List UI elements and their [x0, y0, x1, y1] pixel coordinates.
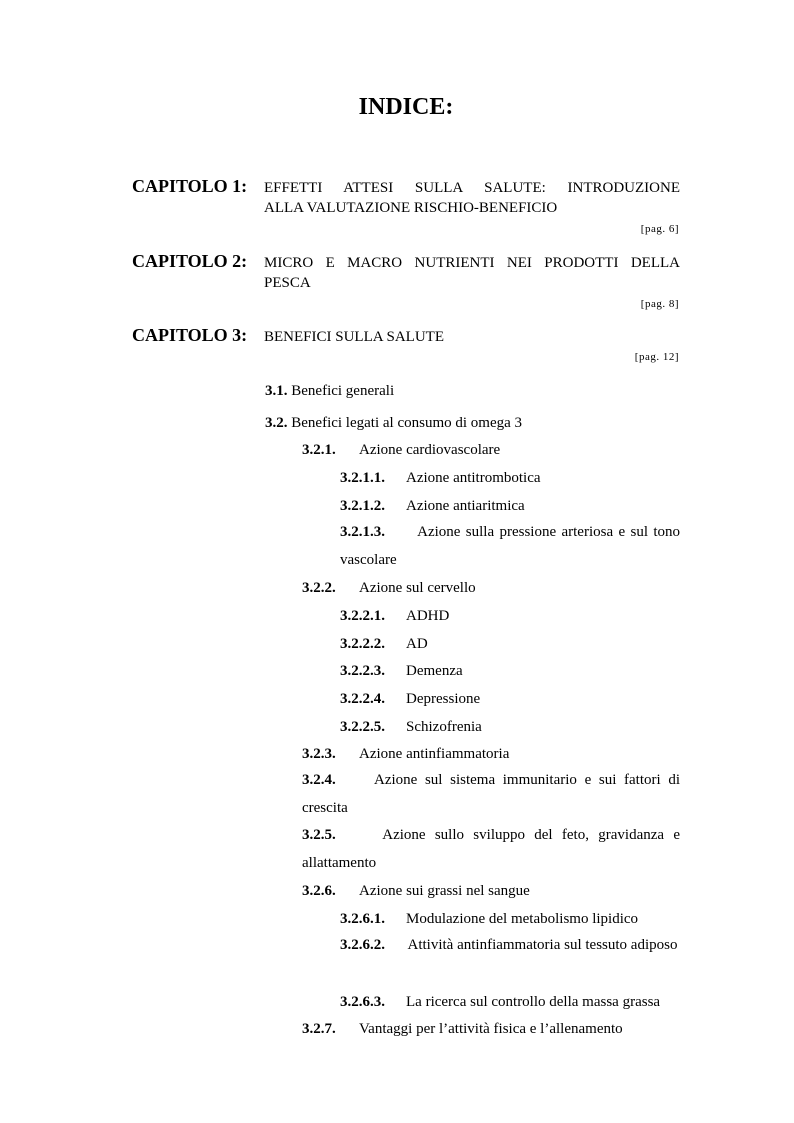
- toc-text: Demenza: [406, 663, 463, 679]
- toc-entry-3-2-2-5[interactable]: [340, 717, 482, 737]
- toc-text: Azione sul sistema immunitario e sui fattori di crescita: [302, 772, 680, 816]
- chapter-2-title-line2: PESCA: [264, 275, 311, 291]
- toc-number: 3.2.2.3.: [340, 663, 385, 679]
- toc-number: 3.2.6.1.: [340, 911, 385, 927]
- toc-number: 3.2.3.: [302, 746, 336, 762]
- toc-text: ADHD: [406, 608, 450, 624]
- toc-number: 3.2.1.2.: [340, 498, 385, 514]
- chapter-1-label: CAPITOLO 1:: [132, 176, 248, 196]
- toc-entry-3-2-5[interactable]: [302, 821, 680, 877]
- toc-text: Benefici generali: [291, 383, 395, 399]
- toc-text: La ricerca sul controllo della massa grassa: [406, 994, 661, 1010]
- toc-number: 3.2.6.3.: [340, 994, 385, 1010]
- toc-text: Azione cardiovascolare: [359, 442, 501, 458]
- toc-number: 3.2.1.1.: [340, 470, 385, 486]
- toc-entry-3-2-1[interactable]: [302, 440, 500, 460]
- toc-entry-3-2-2-3[interactable]: [340, 661, 463, 681]
- toc-text: Attività antinfiammatoria sul tessuto adiposo: [407, 937, 678, 953]
- toc-text: Azione antitrombotica: [406, 470, 541, 486]
- toc-text: Azione antiaritmica: [406, 498, 525, 514]
- toc-number: 3.2.5.: [302, 827, 336, 843]
- toc-entry-3-2-1-2[interactable]: [340, 496, 525, 516]
- chapter-1-title-line1: EFFETTI ATTESI SULLA SALUTE: INTRODUZIONE: [264, 180, 680, 196]
- toc-entry-3-2-6-3[interactable]: [340, 992, 660, 1012]
- toc-text: Benefici legati al consumo di omega 3: [291, 415, 523, 431]
- toc-entry-3-2-2-1[interactable]: [340, 606, 449, 626]
- toc-text: AD: [406, 636, 428, 652]
- chapter-3-page: [pag. 12]: [634, 351, 679, 363]
- toc-entry-3-2[interactable]: [265, 413, 522, 433]
- toc-number: 3.2.2.: [302, 580, 336, 596]
- toc-number: 3.2.2.2.: [340, 636, 385, 652]
- chapter-2-page: [pag. 8]: [640, 298, 679, 310]
- toc-text: Depressione: [406, 691, 481, 707]
- toc-text: Azione sul cervello: [359, 580, 476, 596]
- toc-number: 3.1.: [265, 383, 288, 399]
- toc-number: 3.2.7.: [302, 1021, 336, 1037]
- toc-text: Azione sullo sviluppo del feto, gravidanza e allattamento: [302, 827, 681, 871]
- toc-entry-3-2-2-4[interactable]: [340, 689, 480, 709]
- chapter-2-label: CAPITOLO 2:: [132, 251, 248, 271]
- toc-entry-3-2-6-2[interactable]: [340, 931, 680, 959]
- toc-entry-3-2-7[interactable]: [302, 1019, 623, 1039]
- chapter-1-title[interactable]: [264, 178, 680, 218]
- toc-entry-3-2-1-1[interactable]: [340, 468, 541, 488]
- chapter-3-label: CAPITOLO 3:: [132, 325, 248, 345]
- toc-entry-3-2-6-1[interactable]: [340, 909, 638, 929]
- toc-number: 3.2.2.5.: [340, 719, 385, 735]
- toc-entry-3-2-2[interactable]: [302, 578, 476, 598]
- toc-number: 3.2.: [265, 415, 288, 431]
- toc-number: 3.2.1.: [302, 442, 336, 458]
- page-title: INDICE:: [358, 94, 454, 120]
- toc-entry-3-2-3[interactable]: [302, 744, 509, 764]
- toc-text: Schizofrenia: [406, 719, 482, 735]
- toc-entry-3-2-2-2[interactable]: [340, 634, 428, 654]
- toc-entry-3-1[interactable]: [265, 381, 394, 401]
- chapter-2-title[interactable]: [264, 253, 680, 293]
- toc-entry-3-2-6[interactable]: [302, 881, 530, 901]
- toc-text: Modulazione del metabolismo lipidico: [406, 911, 639, 927]
- toc-number: 3.2.1.3.: [340, 524, 385, 540]
- toc-number: 3.2.6.2.: [340, 937, 385, 953]
- chapter-1-page: [pag. 6]: [640, 223, 679, 235]
- toc-text: Azione antinfiammatoria: [359, 746, 510, 762]
- chapter-3-title[interactable]: BENEFICI SULLA SALUTE: [264, 329, 444, 345]
- toc-number: 3.2.4.: [302, 772, 336, 788]
- chapter-2-title-line1: MICRO E MACRO NUTRIENTI NEI PRODOTTI DELLA: [264, 255, 680, 271]
- toc-number: 3.2.2.4.: [340, 691, 385, 707]
- toc-text: Azione sulla pressione arteriosa e sul tono vascolare: [340, 524, 681, 568]
- toc-text: Azione sui grassi nel sangue: [359, 883, 530, 899]
- toc-entry-3-2-4[interactable]: [302, 766, 680, 822]
- toc-number: 3.2.2.1.: [340, 608, 385, 624]
- toc-number: 3.2.6.: [302, 883, 336, 899]
- toc-entry-3-2-1-3[interactable]: [340, 518, 680, 574]
- toc-text: Vantaggi per l’attività fisica e l’allenamento: [359, 1021, 623, 1037]
- chapter-1-title-line2: ALLA VALUTAZIONE RISCHIO-BENEFICIO: [264, 200, 558, 216]
